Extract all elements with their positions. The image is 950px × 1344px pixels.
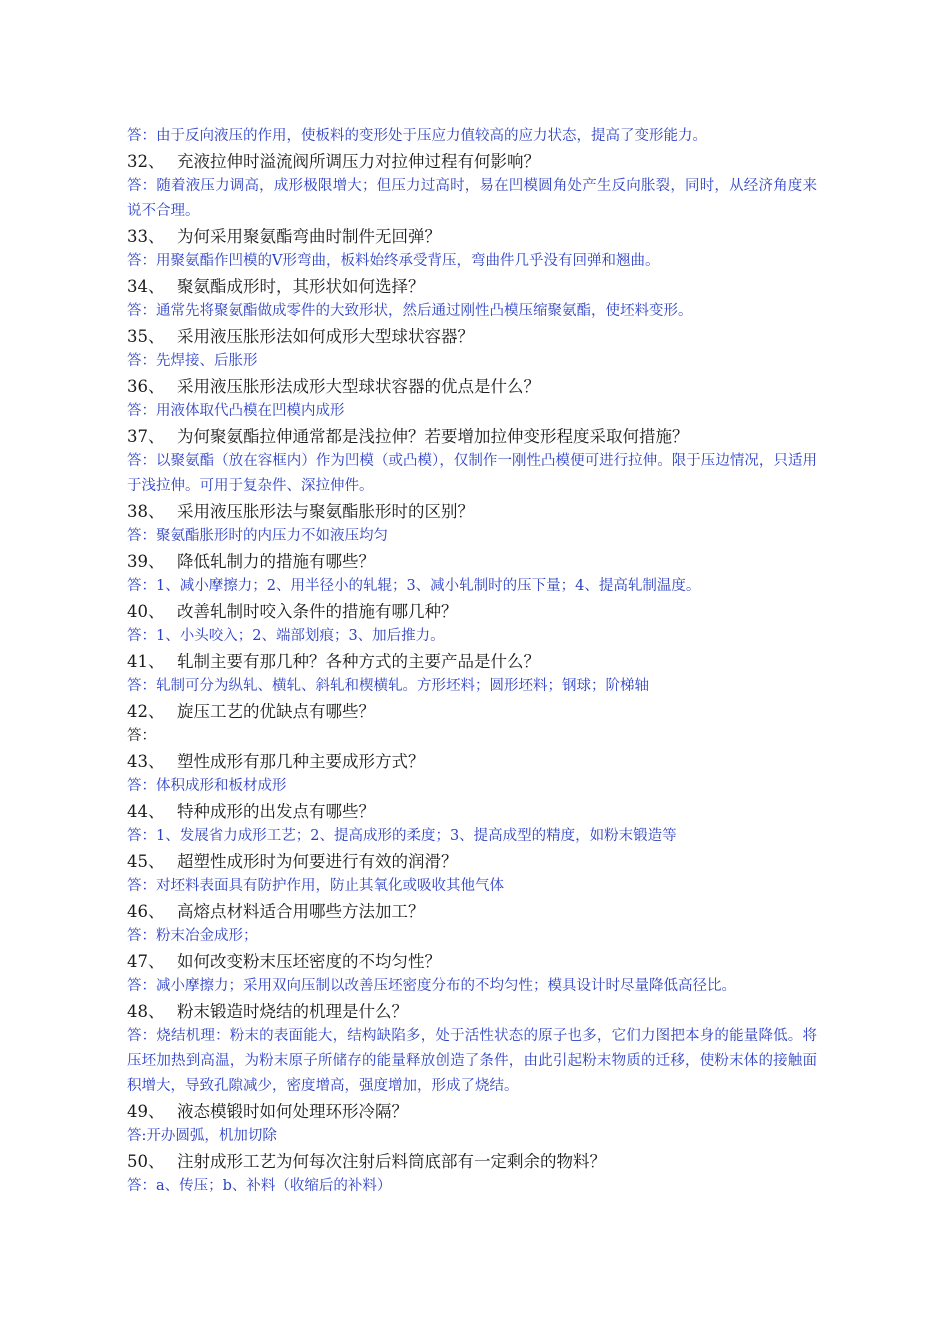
answer-text: 答：用液体取代凸模在凹模内成形 [127, 403, 345, 419]
question-text: 采用液压胀形法与聚氨酯胀形时的区别？ [177, 502, 474, 521]
question-item [127, 149, 817, 174]
question-number: 35、 [127, 327, 165, 346]
answer-text: 答：体积成形和板材成形 [127, 778, 287, 794]
question-item [127, 749, 817, 774]
question-item [127, 849, 817, 874]
answer-text: 答：对坯料表面具有防护作用，防止其氧化或吸收其他气体 [127, 878, 504, 894]
question-number: 43、 [127, 752, 165, 771]
answer-text: 答：减小摩擦力；采用双向压制以改善压坯密度分布的不均匀性；模具设计时尽量降低高径比。 [127, 978, 736, 994]
question-number: 33、 [127, 227, 165, 246]
question-text: 高熔点材料适合用哪些方法加工？ [177, 902, 425, 921]
answer-text: 答：通常先将聚氨酯做成零件的大致形状，然后通过刚性凸模压缩聚氨酯，使坯料变形。 [127, 303, 693, 319]
question-text: 改善轧制时咬入条件的措施有哪几种？ [177, 602, 458, 621]
qa-list [127, 149, 817, 1199]
question-text: 旋压工艺的优缺点有哪些？ [177, 702, 375, 721]
question-item [127, 699, 817, 724]
answer-text: 答：用聚氨酯作凹模的V形弯曲，板料始终承受背压，弯曲件几乎没有回弹和翘曲。 [127, 253, 660, 269]
question-item [127, 599, 817, 624]
question-item [127, 799, 817, 824]
question-text: 超塑性成形时为何要进行有效的润滑？ [177, 852, 458, 871]
answer-text: 答：轧制可分为纵轧、横轧、斜轧和楔横轧。方形坯料；圆形坯料；钢球；阶梯轴 [127, 678, 649, 694]
question-text: 如何改变粉末压坯密度的不均匀性？ [177, 952, 441, 971]
question-text: 聚氨酯成形时，其形状如何选择？ [177, 277, 425, 296]
question-item [127, 549, 817, 574]
question-item [127, 899, 817, 924]
answer-text: 答：1、发展省力成形工艺；2、提高成形的柔度；3、提高成型的精度，如粉末锻造等 [127, 828, 677, 844]
question-number: 38、 [127, 502, 165, 521]
question-text: 降低轧制力的措施有哪些？ [177, 552, 375, 571]
answer-text: 答：a、传压；b、补料（收缩后的补料） [127, 1178, 392, 1194]
question-item [127, 374, 817, 399]
question-text: 特种成形的出发点有哪些？ [177, 802, 375, 821]
question-number: 45、 [127, 852, 165, 871]
question-number: 50、 [127, 1152, 165, 1171]
question-item [127, 1149, 817, 1174]
question-text: 采用液压胀形法成形大型球状容器的优点是什么？ [177, 377, 540, 396]
answer-text: 答：聚氨酯胀形时的内压力不如液压均匀 [127, 528, 388, 544]
question-number: 44、 [127, 802, 165, 821]
question-item [127, 499, 817, 524]
question-text: 充液拉伸时溢流阀所调压力对拉伸过程有何影响？ [177, 152, 540, 171]
question-number: 37、 [127, 427, 165, 446]
question-number: 49、 [127, 1102, 165, 1121]
question-number: 41、 [127, 652, 165, 671]
question-number: 42、 [127, 702, 165, 721]
question-item [127, 224, 817, 249]
question-item [127, 274, 817, 299]
question-number: 39、 [127, 552, 165, 571]
answer-text: 答:开办圆弧，机加切除 [127, 1128, 277, 1144]
question-item [127, 1099, 817, 1124]
answer-text: 答：1、小头咬入；2、端部划痕；3、加后推力。 [127, 628, 445, 644]
question-text: 粉末锻造时烧结的机理是什么？ [177, 1002, 408, 1021]
question-text: 轧制主要有那几种？各种方式的主要产品是什么？ [177, 652, 540, 671]
question-number: 48、 [127, 1002, 165, 1021]
answer-text: 答：以聚氨酯（放在容框内）作为凹模（或凸模），仅制作一刚性凸模便可进行拉伸。限于压边情况，只适用于浅拉伸。可用于复杂件、深拉伸件。 [127, 453, 817, 494]
question-text: 液态模锻时如何处理环形冷隔？ [177, 1102, 408, 1121]
question-text: 为何聚氨酯拉伸通常都是浅拉伸？若要增加拉伸变形程度采取何措施？ [177, 427, 689, 446]
question-text: 注射成形工艺为何每次注射后料筒底部有一定剩余的物料？ [177, 1152, 606, 1171]
question-item [127, 424, 817, 449]
question-item [127, 949, 817, 974]
answer-text: 答：烧结机理：粉末的表面能大，结构缺陷多，处于活性状态的原子也多，它们力图把本身的能量降低。将压坯加热到高温，为粉末原子所储存的能量释放创造了条件，由此引起粉末物质的迁移，使粉末体的接触面积增大，导致孔隙减少，密度增高，强度增加，形成了烧结。 [127, 1028, 817, 1094]
question-text: 为何采用聚氨酯弯曲时制件无回弹？ [177, 227, 441, 246]
answer-text: 答：先焊接、后胀形 [127, 353, 258, 369]
question-number: 40、 [127, 602, 165, 621]
question-item [127, 999, 817, 1024]
answer-31: 答：由于反向液压的作用，使板料的变形处于压应力值较高的应力状态，提高了变形能力。 [127, 128, 707, 144]
question-number: 47、 [127, 952, 165, 971]
question-number: 36、 [127, 377, 165, 396]
answer-text: 答：粉末冶金成形； [127, 928, 258, 944]
question-item [127, 324, 817, 349]
question-text: 采用液压胀形法如何成形大型球状容器？ [177, 327, 474, 346]
question-text: 塑性成形有那几种主要成形方式？ [177, 752, 425, 771]
question-item [127, 649, 817, 674]
question-number: 46、 [127, 902, 165, 921]
answer-text: 答：随着液压力调高，成形极限增大；但压力过高时，易在凹模圆角处产生反向胀裂，同时，从经济角度来说不合理。 [127, 178, 817, 219]
question-number: 34、 [127, 277, 165, 296]
question-number: 32、 [127, 152, 165, 171]
answer-text: 答： [127, 728, 156, 744]
document-page [127, 124, 817, 1199]
answer-text: 答：1、减小摩擦力；2、用半径小的轧辊；3、减小轧制时的压下量；4、提高轧制温度。 [127, 578, 701, 594]
